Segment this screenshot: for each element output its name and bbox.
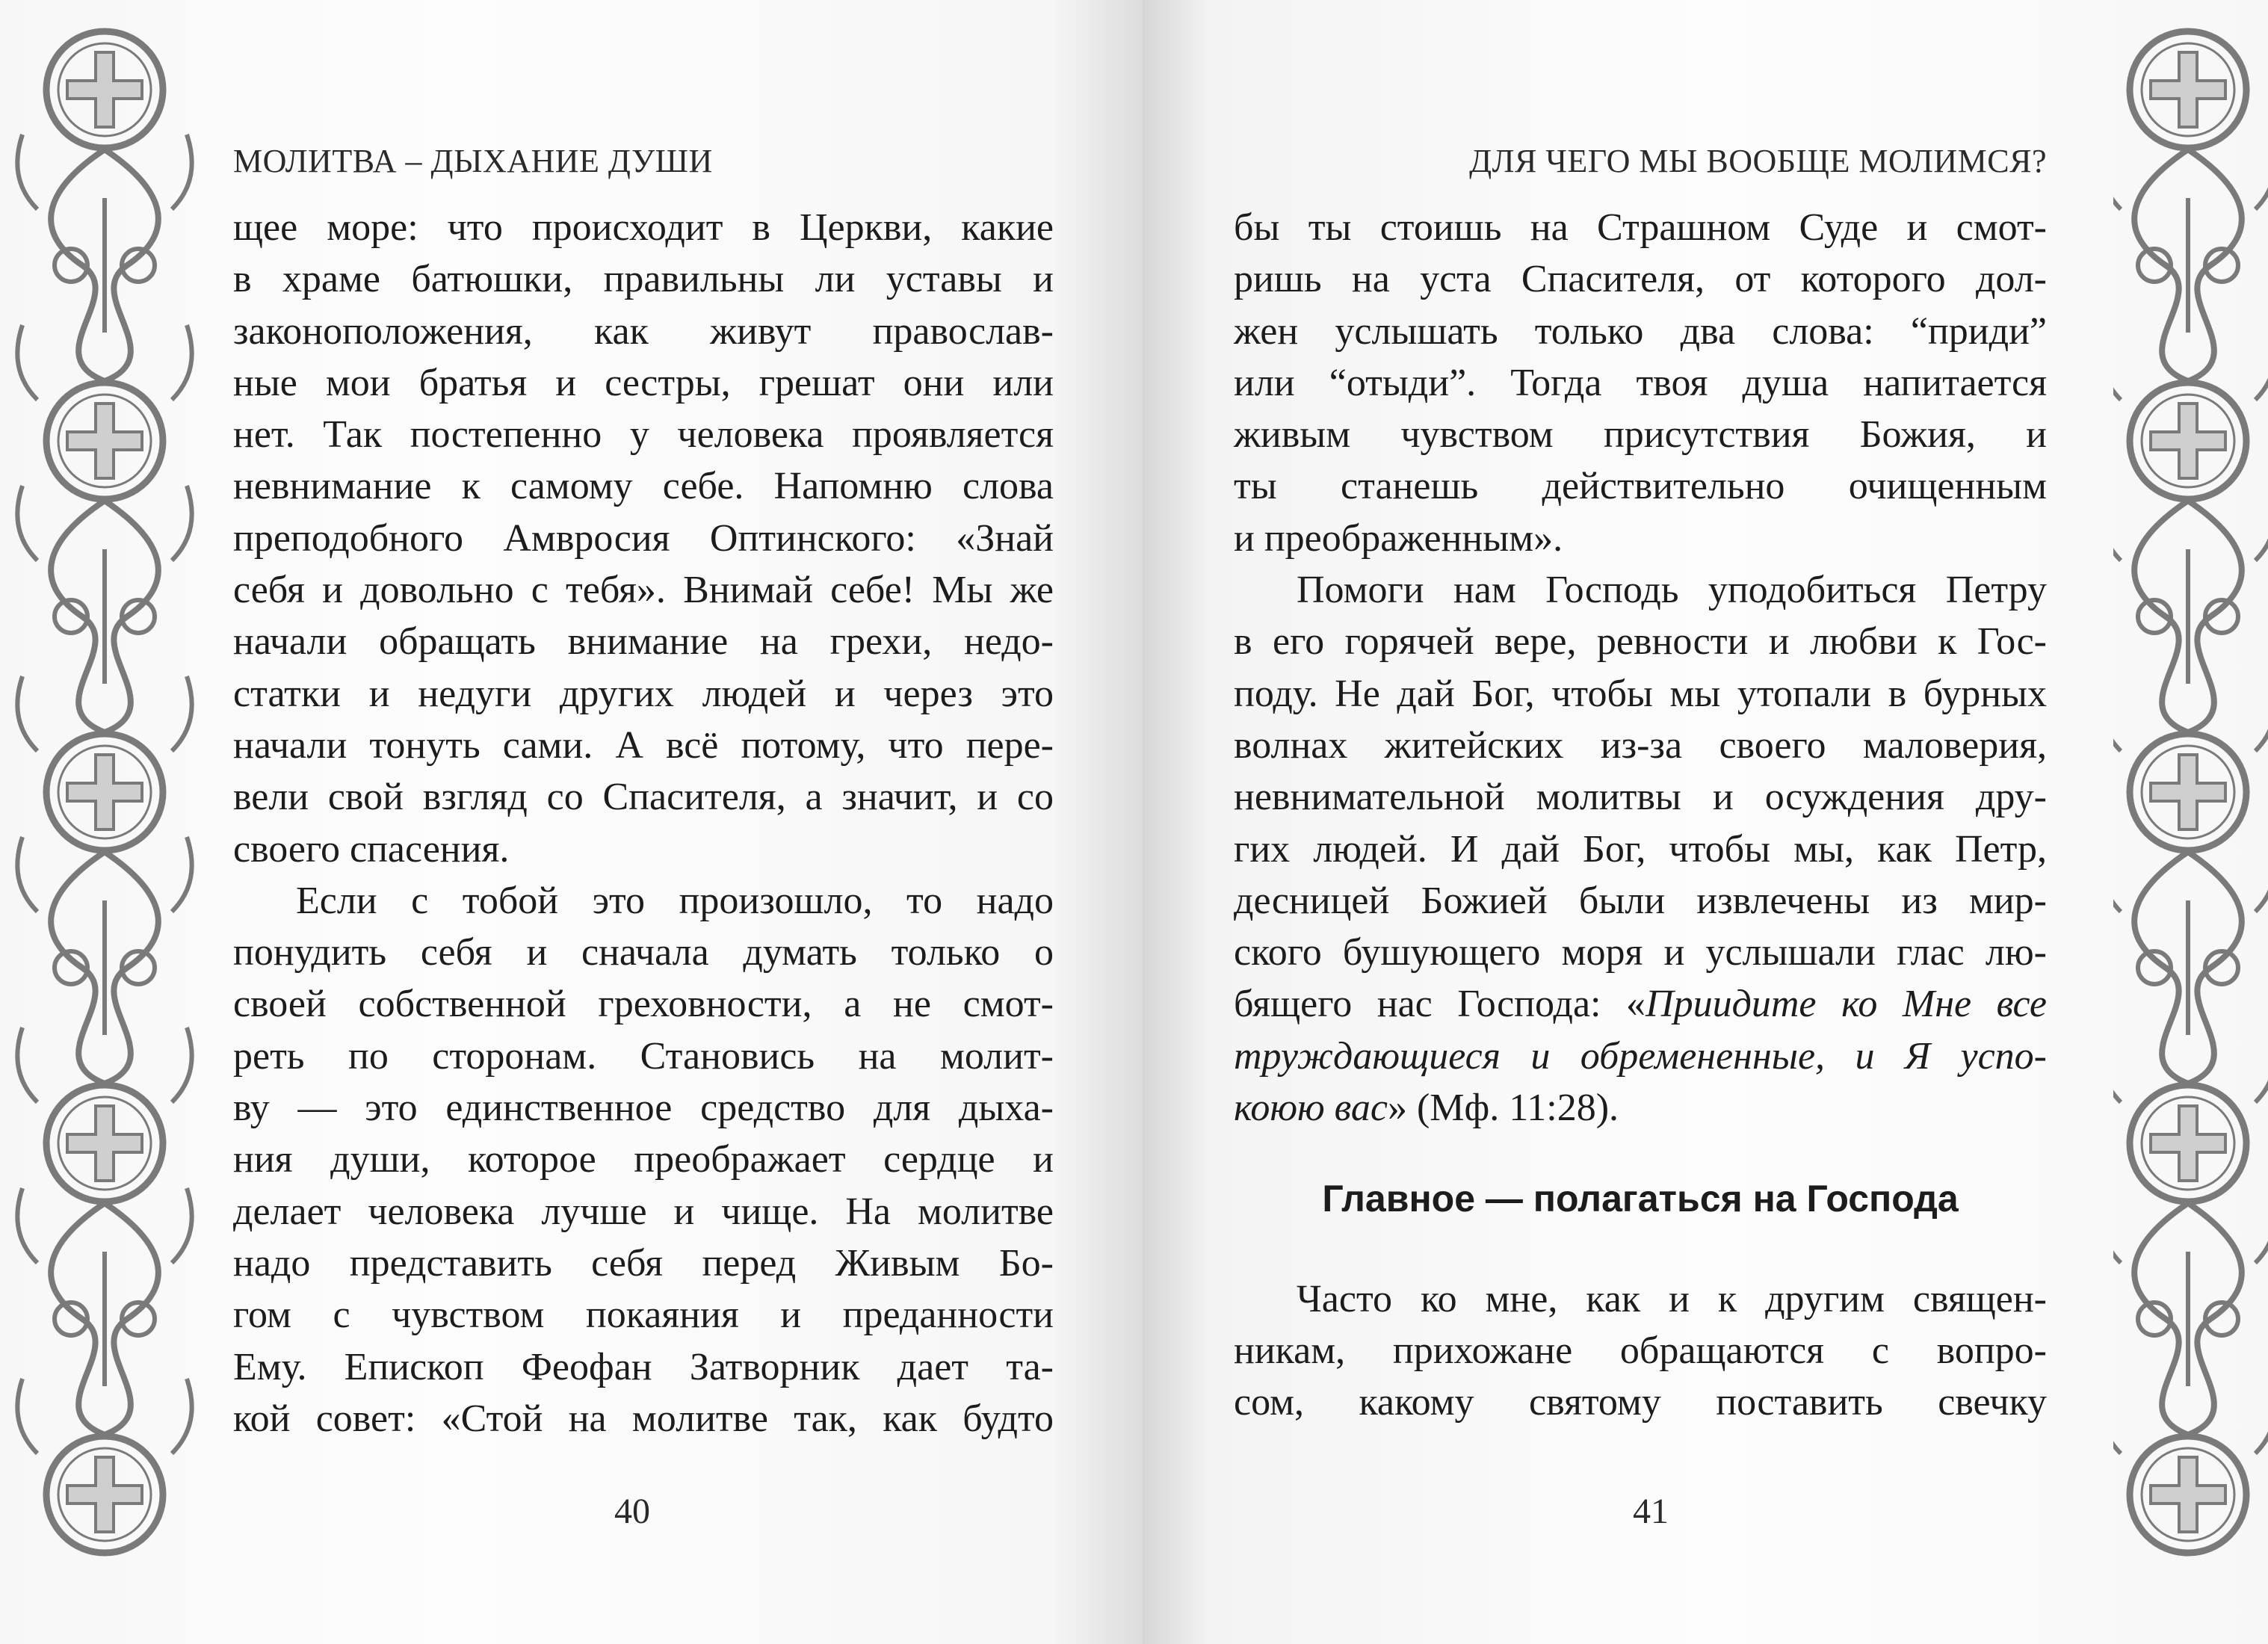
text-run: понудить себя и сначала думать только о	[233, 931, 1054, 974]
text-run: реть по сторонам. Становись на молит-	[233, 1034, 1054, 1078]
italic-quote: труждающиеся и обремененные, и Я успо-	[1234, 1034, 2047, 1078]
text-line	[1234, 357, 2047, 409]
text-run: невнимательной молитвы и осуждения дру-	[1234, 776, 2047, 819]
text-run: преподобного Амвросия Оптинского: «Знай	[233, 516, 1054, 560]
text-line	[233, 875, 1054, 927]
text-line	[1234, 564, 2047, 616]
text-run: Часто ко мне, как и к другим священ-	[1297, 1277, 2047, 1320]
text-run: делает человека лучше и чище. На молитве	[233, 1190, 1054, 1233]
text-run: жен услышать только два слова: “приди”	[1234, 309, 2047, 353]
text-run: в его горячей вере, ревности и любви к Гос-	[1234, 620, 2047, 664]
text-line	[233, 1082, 1054, 1134]
text-line	[1234, 668, 2047, 720]
text-line	[233, 1186, 1054, 1237]
text-line	[233, 927, 1054, 978]
text-run: надо представить себя перед Живым Бо-	[233, 1241, 1054, 1285]
text-run: волнах житейских из-за своего маловерия,	[1234, 723, 2047, 767]
text-line	[233, 357, 1054, 409]
text-run: Главное — полагаться на Господа	[1322, 1178, 1959, 1220]
text-run: Если с тобой это произошло, то надо	[296, 879, 1054, 922]
text-line	[1234, 1030, 2047, 1082]
running-head-right: ДЛЯ ЧЕГО МЫ ВООБЩЕ МОЛИМСЯ?	[1469, 143, 2047, 179]
text-run: невнимание к самому себе. Напомню слова	[233, 465, 1054, 508]
page-number-right: 41	[1633, 1492, 1669, 1531]
text-line	[233, 1237, 1054, 1289]
text-run: Ему. Епископ Феофан Затворник дает та-	[233, 1345, 1054, 1388]
text-run: ния души, которое преображает сердце и	[233, 1138, 1054, 1181]
text-run: гом с чувством покаяния и преданности	[233, 1294, 1054, 1337]
text-run: начали обращать внимание на грехи, недо-	[233, 620, 1054, 664]
text-run: ву — это единственное средство для дыха-	[233, 1087, 1054, 1130]
text-run: своей собственной греховности, а не смот-	[233, 983, 1054, 1026]
text-line	[1234, 875, 2047, 927]
text-line	[233, 513, 1054, 564]
text-line	[233, 720, 1054, 771]
page-number-left: 40	[614, 1492, 650, 1531]
text-line	[233, 306, 1054, 357]
text-run: сом, какому святому поставить свечку	[1234, 1381, 2047, 1424]
text-line	[1234, 306, 2047, 357]
text-line	[1234, 253, 2047, 305]
text-line	[233, 1341, 1054, 1393]
text-run: себя и довольно с тебя». Внимай себе! Мы же	[233, 569, 1054, 612]
text-run: бящего нас Господа: «	[1234, 983, 1646, 1026]
text-run: Помоги нам Господь уподобиться Петру	[1297, 569, 2047, 612]
section-heading	[1234, 1173, 2047, 1225]
text-line	[1234, 460, 2047, 512]
text-line	[1234, 1273, 2047, 1325]
ornamental-border-icon	[0, 0, 224, 1644]
text-line	[233, 616, 1054, 667]
body-text-right	[1234, 202, 2047, 1429]
text-line	[1234, 823, 2047, 875]
text-line	[1234, 1376, 2047, 1428]
text-line	[233, 1134, 1054, 1185]
text-run: » (Мф. 11:28).	[1387, 1087, 1619, 1130]
text-line	[233, 1030, 1054, 1082]
text-line	[233, 978, 1054, 1030]
text-line	[1234, 771, 2047, 823]
text-line	[1234, 978, 2047, 1030]
text-run: живым чувством присутствия Божия, и	[1234, 413, 2047, 457]
italic-quote: коюю вас	[1234, 1087, 1388, 1130]
text-line	[233, 460, 1054, 512]
text-line	[233, 668, 1054, 720]
text-run: ришь на уста Спасителя, от которого дол-	[1234, 258, 2047, 301]
ornamental-border-icon	[2113, 0, 2268, 1644]
text-line	[233, 564, 1054, 616]
italic-quote: Приидите ко Мне все	[1646, 983, 2048, 1026]
text-run: бы ты стоишь на Страшном Суде и смот-	[1234, 206, 2047, 249]
text-run: статки и недуги других людей и через это	[233, 672, 1054, 715]
text-line	[1234, 513, 2047, 564]
body-text-left	[233, 202, 1054, 1444]
text-run: ты станешь действительно очищенным	[1234, 465, 2047, 508]
text-run: ные мои братья и сестры, грешат они или	[233, 361, 1054, 404]
text-run: нет. Так постепенно у человека проявляется	[233, 413, 1054, 457]
text-line	[233, 202, 1054, 253]
text-run: десницей Божией были извлечены из мир-	[1234, 879, 2047, 922]
text-run: никам, прихожане обращаются с вопро-	[1234, 1329, 2047, 1372]
text-run: законоположения, как живут православ-	[233, 309, 1054, 353]
text-line	[1234, 616, 2047, 667]
text-run: кой совет: «Стой на молитве так, как будто	[233, 1397, 1054, 1440]
text-run: гих людей. И дай Бог, чтобы мы, как Петр,	[1234, 827, 2047, 871]
text-line	[233, 1393, 1054, 1444]
text-line	[1234, 720, 2047, 771]
text-run: вели свой взгляд со Спасителя, а значит, и со	[233, 776, 1054, 819]
spacer	[1234, 1134, 2047, 1173]
text-line	[233, 253, 1054, 305]
text-run: поду. Не дай Бог, чтобы мы утопали в бурных	[1234, 672, 2047, 715]
text-line	[1234, 1325, 2047, 1376]
text-run: и преображенным».	[1234, 516, 1563, 560]
text-line	[233, 409, 1054, 460]
text-run: в храме батюшки, правильны ли уставы и	[233, 258, 1054, 301]
text-run: своего спасения.	[233, 827, 510, 871]
running-head-left: МОЛИТВА – ДЫХАНИЕ ДУШИ	[233, 143, 713, 179]
text-line	[1234, 927, 2047, 978]
spacer	[1234, 1226, 2047, 1273]
text-run: щее море: что происходит в Церкви, какие	[233, 206, 1054, 249]
text-run: или “отыди”. Тогда твоя душа напитается	[1234, 361, 2047, 404]
text-line	[233, 1289, 1054, 1341]
text-line	[233, 771, 1054, 823]
text-line	[1234, 202, 2047, 253]
text-run: начали тонуть сами. А всё потому, что пере-	[233, 723, 1054, 767]
text-run: ского бушующего моря и услышали глас лю-	[1234, 931, 2047, 974]
text-line	[1234, 1082, 2047, 1134]
text-line	[233, 823, 1054, 875]
text-line	[1234, 409, 2047, 460]
